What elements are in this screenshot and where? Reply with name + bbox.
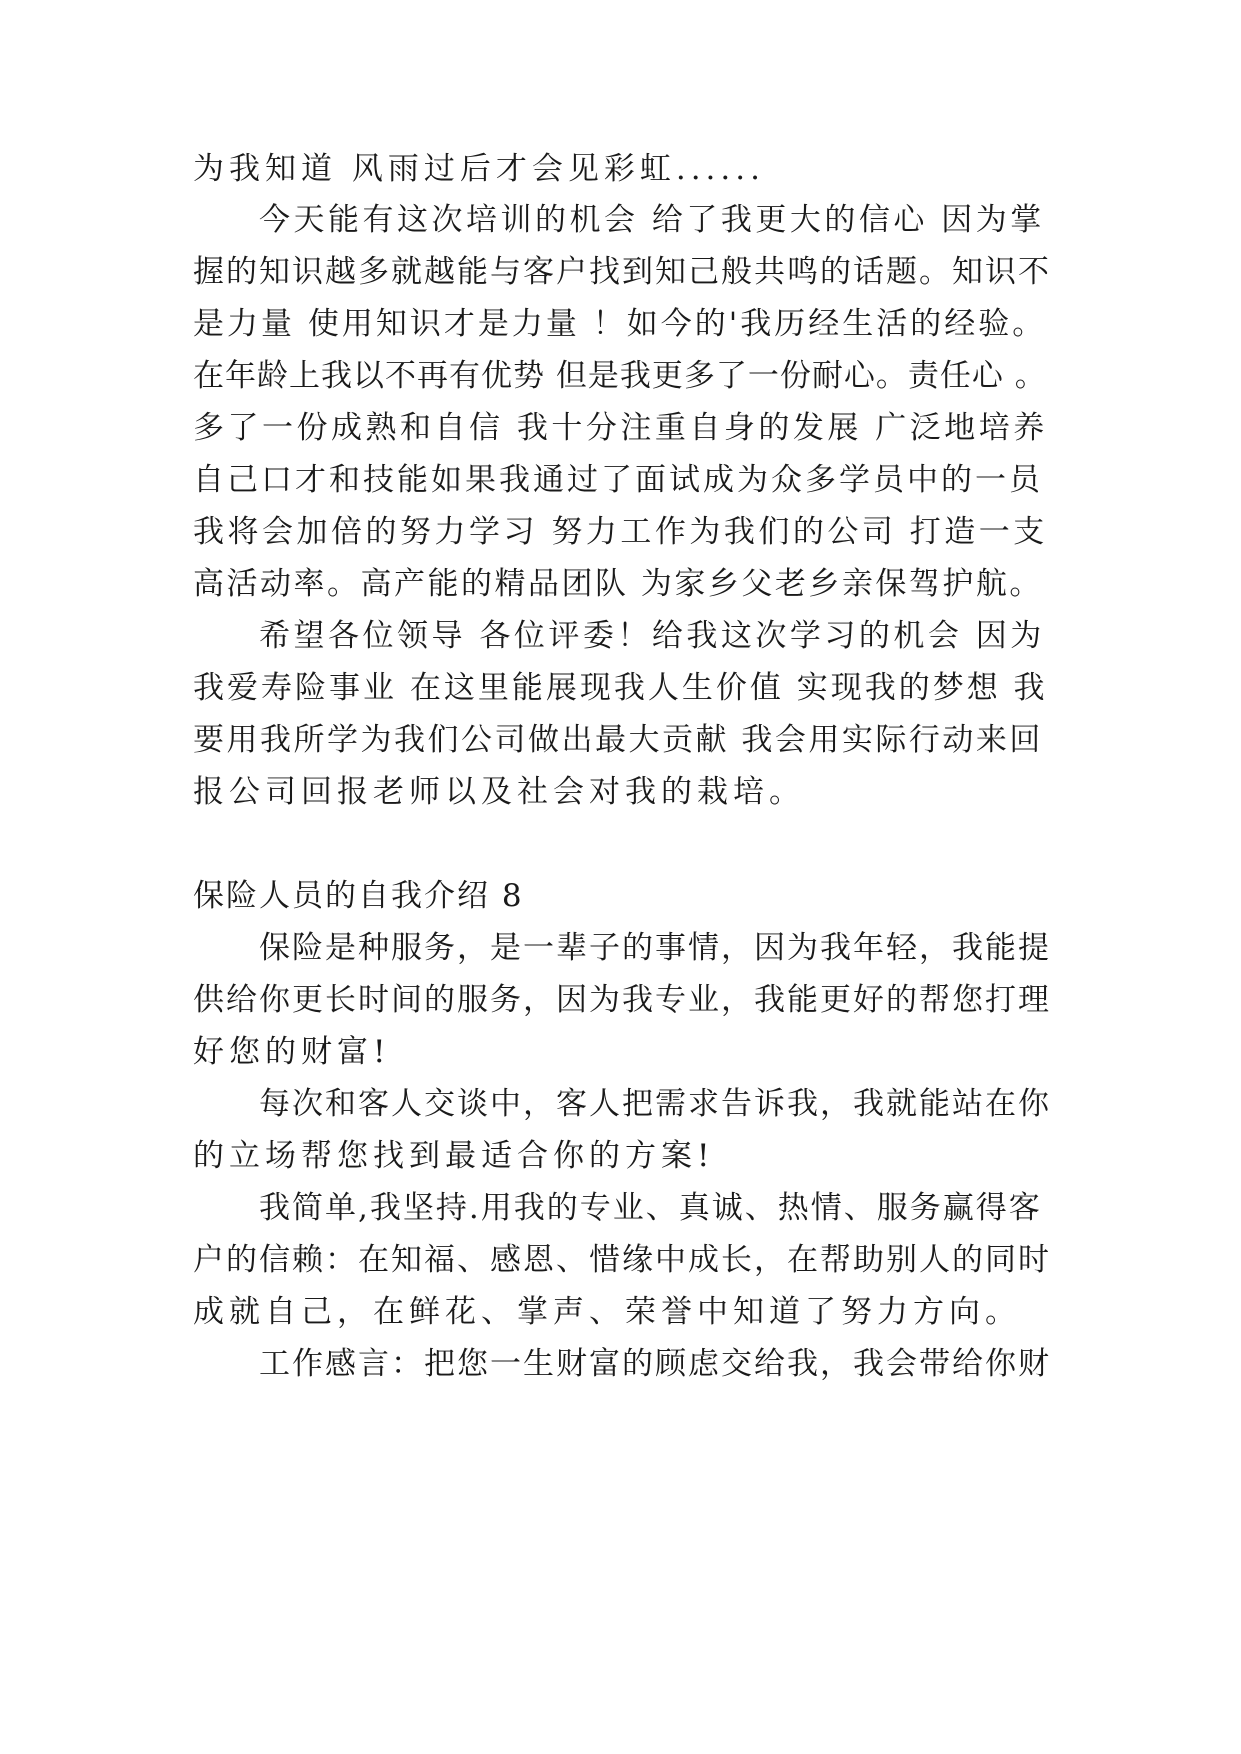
text-line: 报公司回报老师以及社会对我的栽培。 [193, 774, 805, 810]
text-line: 希望各位领导 各位评委！给我这次学习的机会 因为 [259, 618, 1045, 654]
text-line: 好您的财富! [193, 1034, 391, 1070]
text-line: 每次和客人交谈中，客人把需求告诉我，我就能站在你 [259, 1086, 1051, 1122]
text-line: 自己口才和技能如果我通过了面试成为众多学员中的一员 [193, 462, 1043, 498]
text-line: 在年龄上我以不再有优势 但是我更多了一份耐心。责任心 。 [193, 358, 1047, 394]
text-line: 工作感言：把您一生财富的顾虑交给我，我会带给你财 [259, 1346, 1051, 1382]
text-line: 户的信赖：在知福、感恩、惜缘中成长，在帮助别人的同时 [193, 1242, 1051, 1278]
text-line: 我将会加倍的努力学习 努力工作为我们的公司 打造一支 [193, 514, 1048, 550]
text-line: 我简单,我坚持.用我的专业、真诚、热情、服务赢得客 [259, 1190, 1042, 1226]
text-line: 多了一份成熟和自信 我十分注重自身的发展 广泛地培养 [193, 410, 1048, 446]
text-line: 握的知识越多就越能与客户找到知己般共鸣的话题。知识不 [193, 254, 1051, 290]
text-line: 是力量 使用知识才是力量 ！如今的'我历经生活的经验。 [193, 306, 1047, 342]
text-line: 为我知道 风雨过后才会见彩虹...... [193, 151, 765, 187]
text-line: 成就自己，在鲜花、掌声、荣誉中知道了努力方向。 [193, 1294, 1021, 1330]
text-line: 供给你更长时间的服务，因为我专业，我能更好的帮您打理 [193, 982, 1051, 1018]
text-line: 今天能有这次培训的机会 给了我更大的信心 因为掌 [259, 202, 1045, 238]
text-line: 的立场帮您找到最适合你的方案! [193, 1138, 715, 1174]
text-line: 保险是种服务，是一辈子的事情，因为我年轻，我能提 [259, 930, 1051, 966]
section-heading: 保险人员的自我介绍 8 [193, 878, 524, 914]
text-line: 要用我所学为我们公司做出最大贡献 我会用实际行动来回 [193, 722, 1043, 758]
text-line: 我爱寿险事业 在这里能展现我人生价值 实现我的梦想 我 [193, 670, 1048, 706]
text-line: 高活动率。高产能的精品团队 为家乡父老乡亲保驾护航。 [193, 566, 1043, 602]
document-page [193, 0, 1053, 1754]
